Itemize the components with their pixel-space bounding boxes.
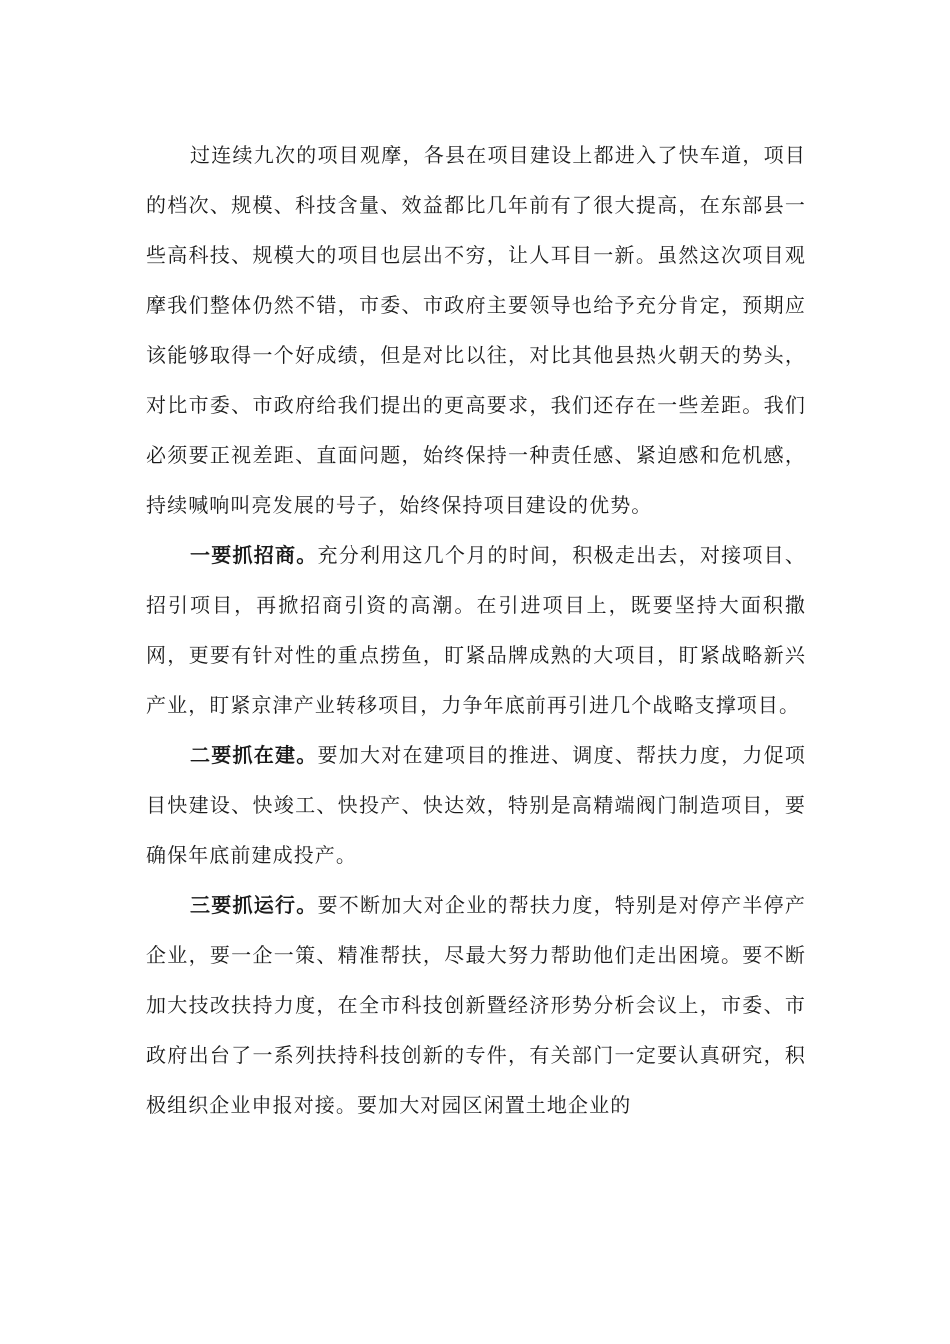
paragraph-4-lead: 三要抓运行。 (190, 893, 318, 917)
paragraph-4 (146, 880, 806, 1130)
paragraph-2-text: 充分利用这几个月的时间，积极走出去，对接项目、招引项目，再掀招商引资的高潮。在引进项目上，既要坚持大面积撒网，更要有针对性的重点捞鱼，盯紧品牌成熟的大项目，盯紧战略新兴产业，盯紧京津产业转移项目，力争年底前再引进几个战略支撑项目。 (146, 543, 806, 717)
paragraph-3 (146, 730, 806, 880)
paragraph-3-text: 要加大对在建项目的推进、调度、帮扶力度，力促项目快建设、快竣工、快投产、快达效，特别是高精端阀门制造项目，要确保年底前建成投产。 (146, 743, 806, 867)
paragraph-2-lead: 一要抓招商。 (190, 543, 318, 567)
paragraph-3-lead: 二要抓在建。 (190, 743, 318, 767)
paragraph-2 (146, 530, 806, 730)
paragraph-4-text: 要不断加大对企业的帮扶力度，特别是对停产半停产企业，要一企一策、精准帮扶，尽最大努力帮助他们走出困境。要不断加大技改扶持力度，在全市科技创新暨经济形势分析会议上，市委、市政府出台了一系列扶持科技创新的专件，有关部门一定要认真研究，积极组织企业申报对接。要加大对园区闲置土地企业的 (146, 893, 806, 1117)
document-body (146, 130, 806, 1130)
paragraph-1-text: 过连续九次的项目观摩，各县在项目建设上都进入了快车道，项目的档次、规模、科技含量、效益都比几年前有了很大提高，在东部县一些高科技、规模大的项目也层出不穷，让人耳目一新。虽然这次项目观摩我们整体仍然不错，市委、市政府主要领导也给予充分肯定，预期应该能够取得一个好成绩，但是对比以往，对比其他县热火朝天的势头，对比市委、市政府给我们提出的更高要求，我们还存在一些差距。我们必须要正视差距、直面问题，始终保持一种责任感、紧迫感和危机感，持续喊响叫亮发展的号子，始终保持项目建设的优势。 (146, 143, 806, 517)
paragraph-1 (146, 130, 806, 530)
